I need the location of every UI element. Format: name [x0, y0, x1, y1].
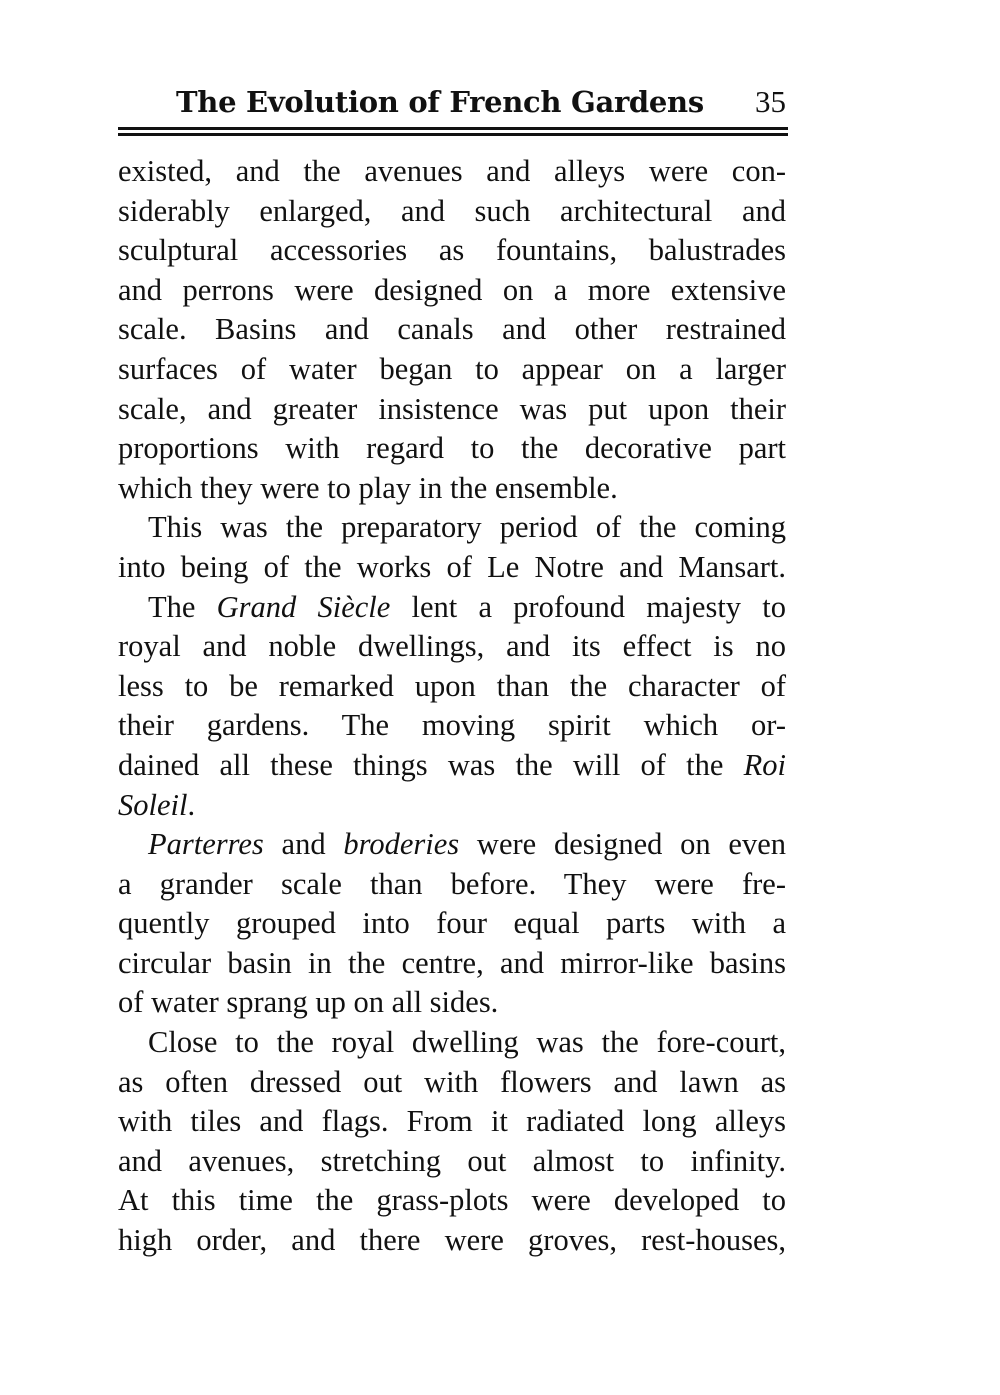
- page-header: [118, 82, 786, 122]
- text-line: At this time the grass-plots were developed to: [118, 1183, 786, 1218]
- text-line: as often dressed out with flowers and lawn as: [118, 1064, 786, 1099]
- text-line: Close to the royal dwelling was the fore-court,: [148, 1025, 786, 1060]
- text-line: a grander scale than before. They were fre-: [118, 866, 786, 901]
- italic-term-grand-siecle: Grand Siècle: [216, 589, 391, 624]
- text-run: were designed on even: [459, 827, 786, 862]
- italic-term-parterres: Parterres: [148, 827, 264, 862]
- text-line: existed, and the avenues and alleys were con-: [118, 154, 786, 188]
- text-line: into being of the works of Le Notre and Mansart.: [118, 549, 786, 584]
- text-line: of water sprang up on all sides.: [118, 985, 499, 1020]
- text-line: and avenues, stretching out almost to infinity.: [118, 1143, 786, 1178]
- text-line: royal and noble dwellings, and its effect is no: [118, 629, 786, 664]
- page-number: 35: [755, 84, 786, 119]
- header-rule-top: [118, 127, 788, 130]
- paragraph-1: [118, 152, 786, 508]
- text-run: lent a profound majesty to: [390, 589, 786, 624]
- header-rule-bottom: [118, 133, 788, 136]
- text-line: high order, and there were groves, rest-houses,: [118, 1223, 786, 1258]
- text-run: and: [263, 827, 344, 862]
- italic-term-soleil: Soleil: [118, 787, 188, 822]
- text-line: sculptural accessories as fountains, balustrades: [118, 233, 786, 268]
- text-line: surfaces of water began to appear on a larger: [118, 351, 786, 386]
- text-line: scale. Basins and canals and other restrained: [118, 312, 786, 347]
- italic-term-broderies: broderies: [343, 827, 460, 862]
- body-text: [118, 152, 786, 1261]
- text-line: siderably enlarged, and such architectural and: [118, 193, 786, 228]
- text-line: [118, 588, 786, 628]
- text-line: with tiles and flags. From it radiated long alleys: [118, 1104, 786, 1139]
- paragraph-3: [118, 588, 786, 826]
- text-line: their gardens. The moving spirit which or-: [118, 708, 786, 743]
- paragraph-2: [118, 508, 786, 587]
- running-title: The Evolution of French Gardens: [176, 85, 704, 119]
- text-line: less to be remarked upon than the character of: [118, 668, 786, 703]
- paragraph-4: [118, 825, 786, 1023]
- text-line: circular basin in the centre, and mirror-like basins: [118, 945, 786, 980]
- text-run: dained all these things was the will of the: [118, 747, 744, 782]
- text-line: and perrons were designed on a more extensive: [118, 272, 786, 307]
- text-line: [118, 786, 786, 826]
- text-run: The: [148, 589, 217, 624]
- paragraph-5: [118, 1023, 786, 1261]
- text-line: which they were to play in the ensemble.: [118, 470, 618, 505]
- text-line: [118, 746, 786, 786]
- text-line: quently grouped into four equal parts with a: [118, 906, 786, 941]
- text-line: proportions with regard to the decorative part: [118, 431, 786, 466]
- text-line: This was the preparatory period of the coming: [148, 510, 786, 545]
- italic-term-roi: Roi: [743, 747, 786, 782]
- text-line: scale, and greater insistence was put upon their: [118, 391, 786, 426]
- text-run: .: [187, 787, 196, 822]
- text-line: [118, 825, 786, 865]
